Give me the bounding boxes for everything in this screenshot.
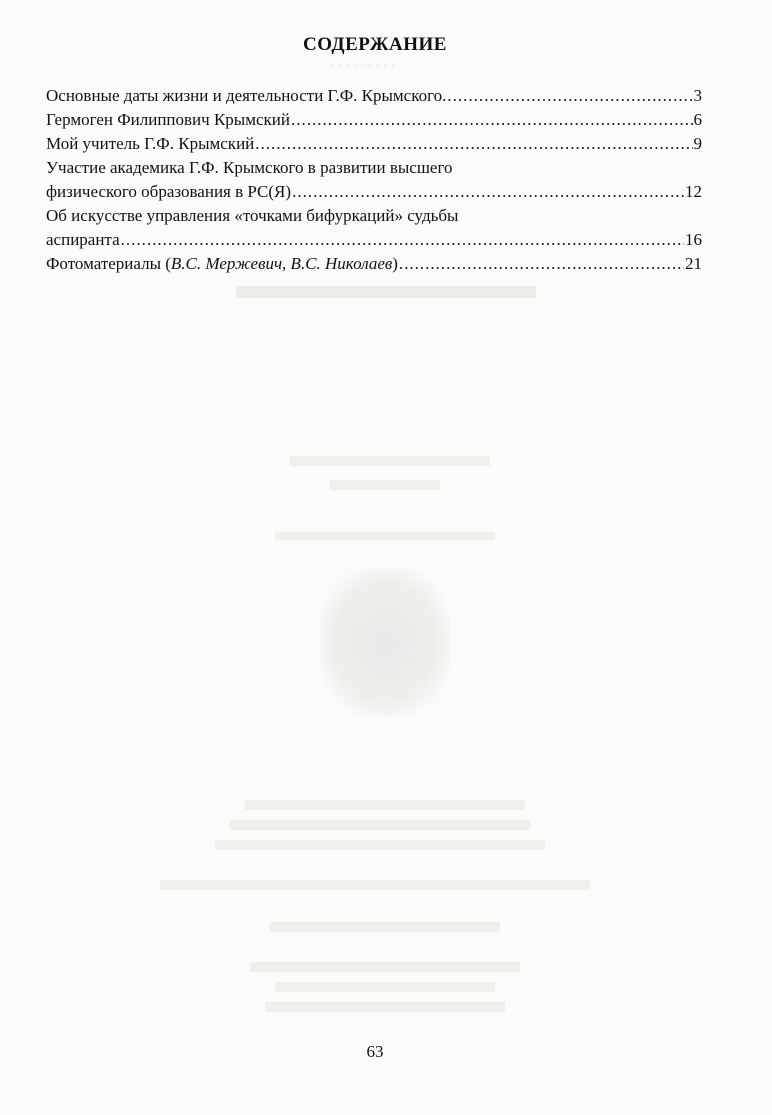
toc-entry-page: 16 <box>685 230 702 249</box>
bleed-through-text <box>290 456 490 466</box>
bleed-through-text <box>275 982 495 992</box>
toc-entry-multiline[interactable] <box>46 204 702 252</box>
bleed-through-text <box>250 962 520 972</box>
toc-entry-multiline[interactable] <box>46 156 702 204</box>
dot-leader <box>291 108 693 132</box>
bleed-through-text <box>236 286 536 298</box>
toc-entry-title-line1: Об искусстве управления «точками бифуркаций» судьбы <box>46 206 459 225</box>
bleed-through-text <box>215 840 545 850</box>
dot-leader <box>121 228 684 252</box>
toc-entry-title-line2: аспиранта <box>46 230 120 249</box>
bleed-through-text <box>265 1002 505 1012</box>
bleed-through-text <box>160 880 590 890</box>
toc-entry-title-line1: Участие академика Г.Ф. Крымского в развитии высшего <box>46 158 453 177</box>
bleed-through-text <box>330 480 440 490</box>
toc-entry[interactable] <box>46 84 702 108</box>
bleed-through-text <box>245 800 525 810</box>
toc-entry-title-end: ) <box>392 254 398 273</box>
page-number: 63 <box>366 1042 384 1061</box>
toc-entry-title: Гермоген Филиппович Крымский <box>46 110 290 129</box>
bleed-through-emblem <box>320 568 450 716</box>
dot-leader <box>399 252 684 276</box>
toc-entry-title: Мой учитель Г.Ф. Крымский <box>46 134 255 153</box>
toc-entry-page: 9 <box>693 134 702 153</box>
toc-entry-page: 3 <box>693 86 702 105</box>
toc-entry-page: 12 <box>685 182 702 201</box>
toc-entry[interactable] <box>46 252 702 276</box>
toc-entry[interactable] <box>46 132 702 156</box>
table-of-contents <box>46 84 702 276</box>
toc-entry-title-line2: физического образования в РС(Я) <box>46 182 292 201</box>
toc-entry[interactable] <box>46 108 702 132</box>
bleed-through-text: · · · · · · · · · <box>330 58 395 73</box>
toc-entry-title <box>46 252 398 276</box>
contents-heading: СОДЕРЖАНИЕ <box>303 34 447 55</box>
bleed-through-text <box>275 532 495 540</box>
bleed-through-text <box>270 922 500 932</box>
dot-leader <box>447 84 692 108</box>
toc-entry-title-start: Фотоматериалы ( <box>46 254 171 273</box>
dot-leader <box>292 180 684 204</box>
toc-entry-page: 6 <box>693 110 702 129</box>
toc-entry-page: 21 <box>685 254 702 273</box>
toc-entry-title: Основные даты жизни и деятельности Г.Ф. Крымского. <box>46 86 447 105</box>
toc-entry-authors: В.С. Мержевич, В.С. Николаев <box>170 254 393 273</box>
dot-leader <box>255 132 692 156</box>
bleed-through-text <box>230 820 530 830</box>
